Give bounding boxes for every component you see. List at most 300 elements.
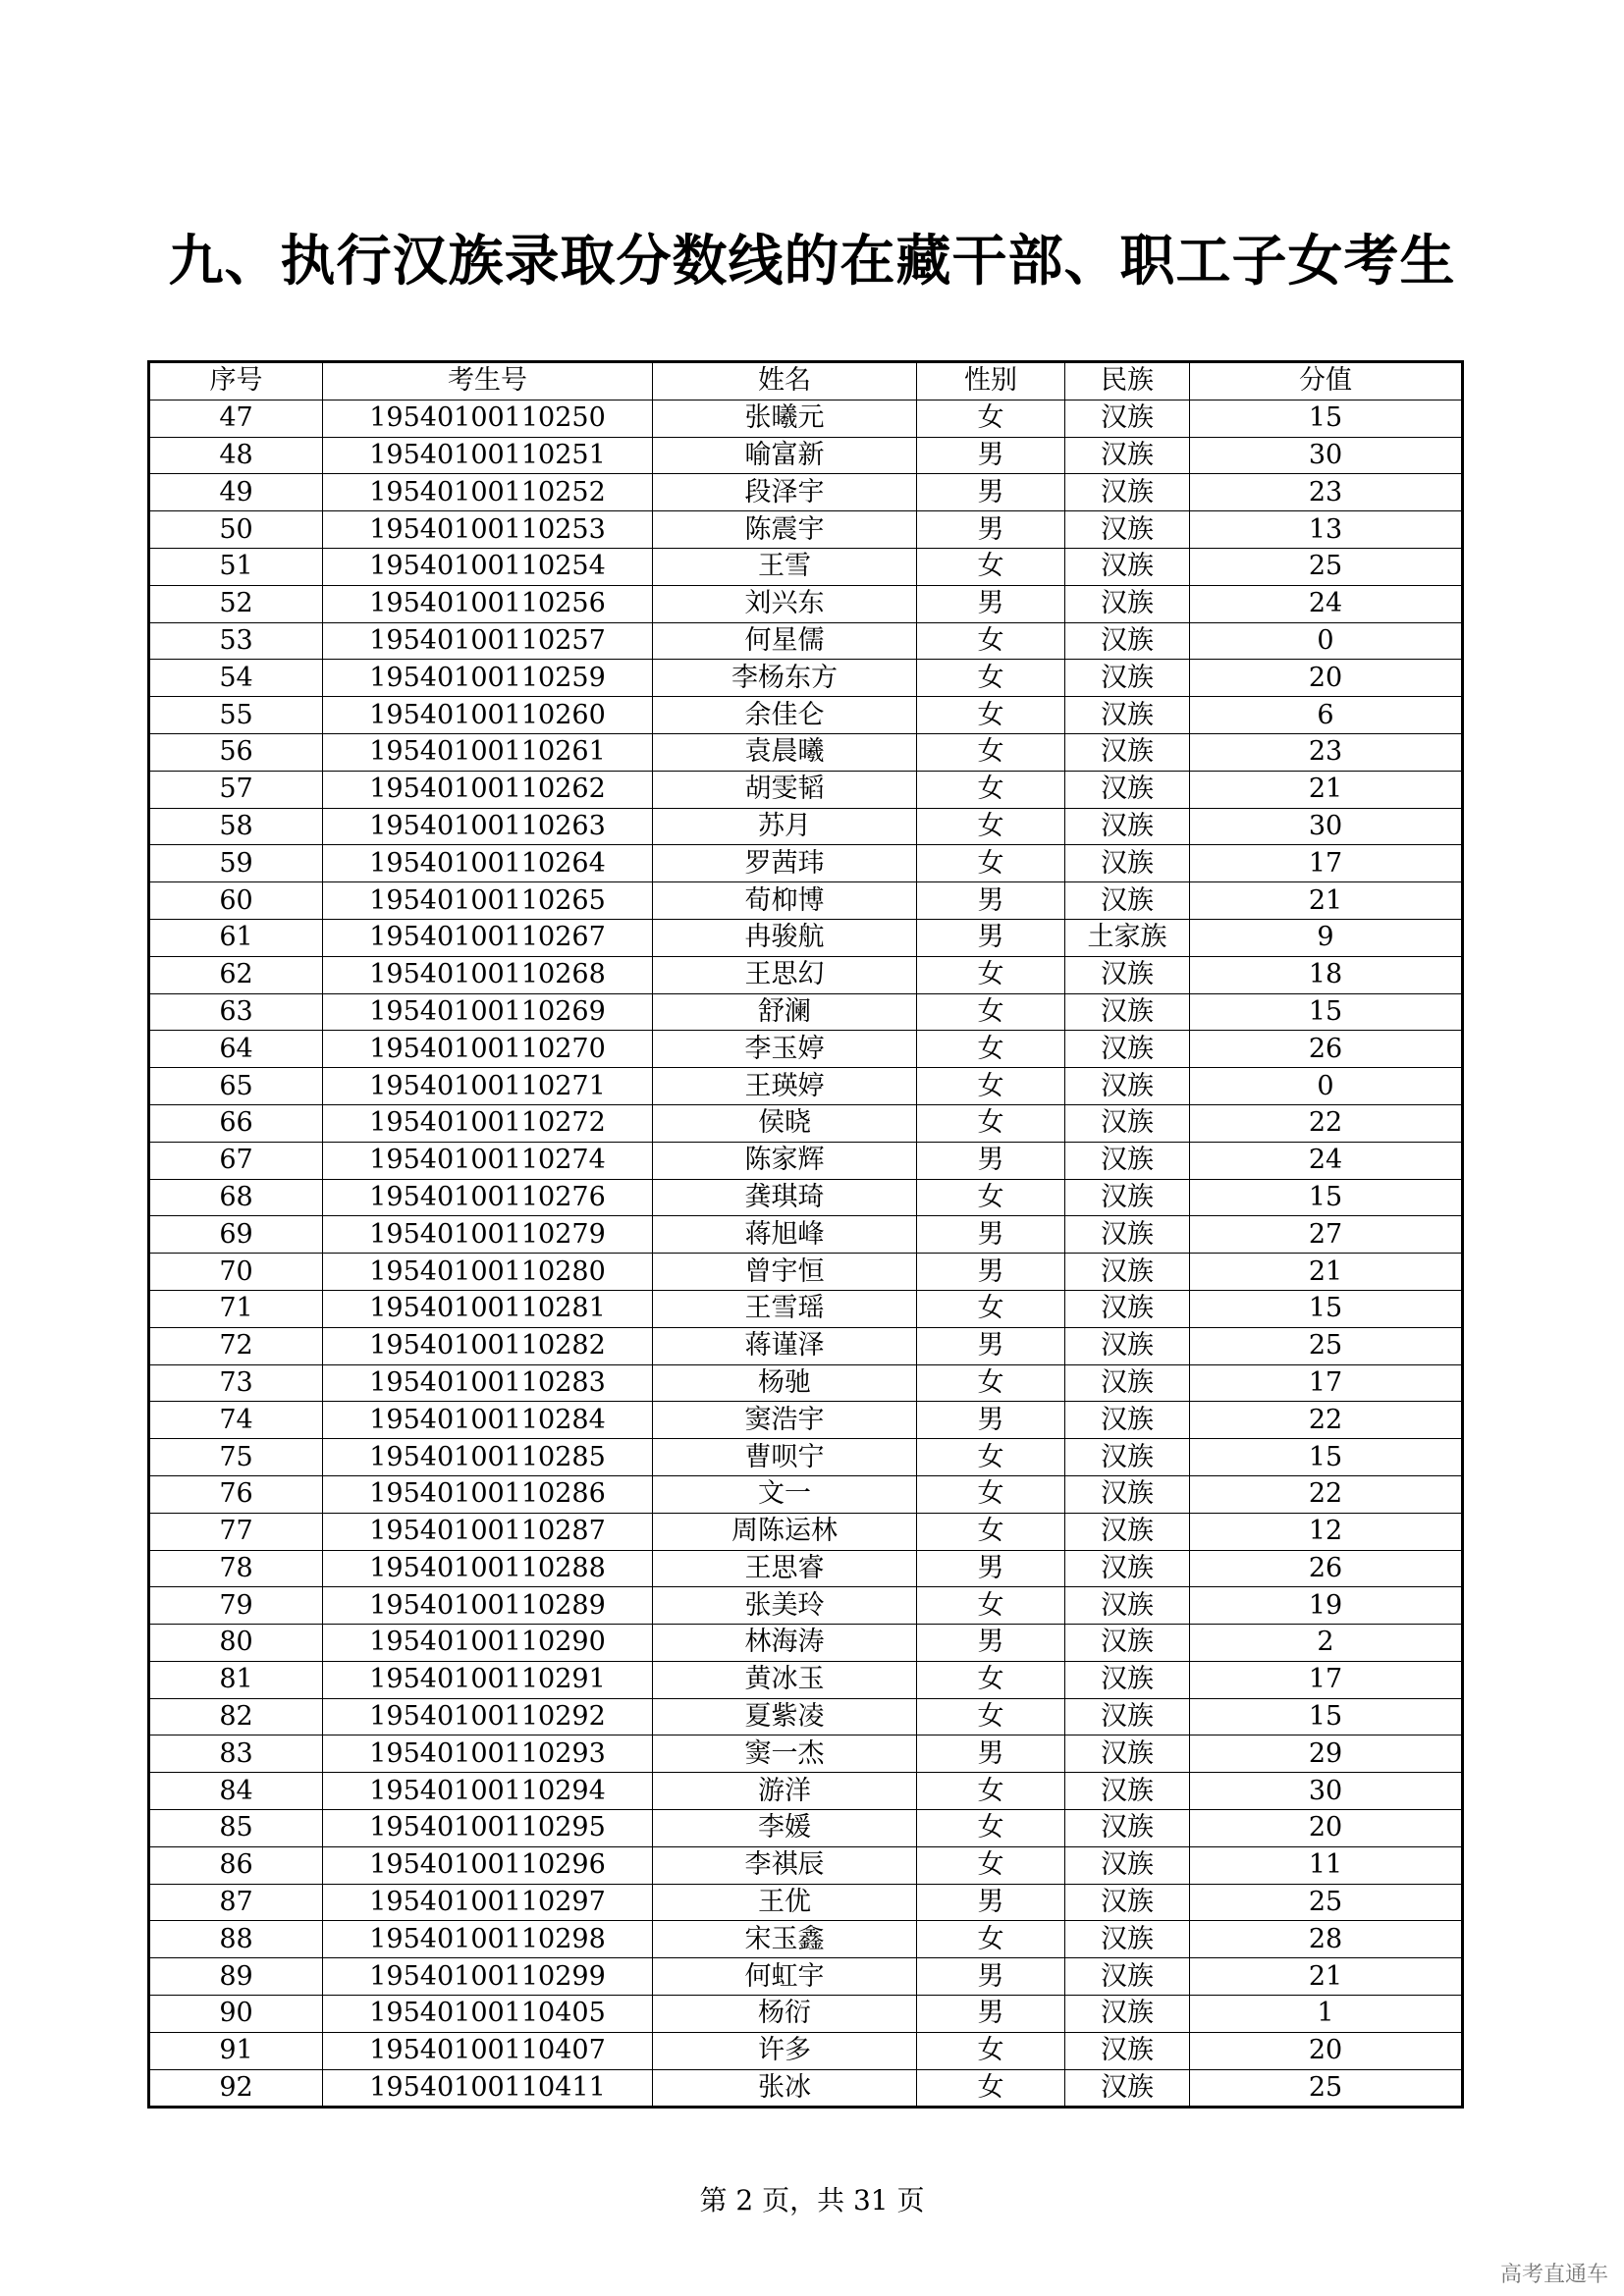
cell-name: 张美玲 [653, 1587, 917, 1625]
cell-ethnicity: 汉族 [1065, 956, 1190, 993]
cell-name: 窦浩宇 [653, 1402, 917, 1439]
cell-name: 林海涛 [653, 1625, 917, 1662]
cell-ethnicity: 汉族 [1065, 771, 1190, 808]
cell-name: 袁晨曦 [653, 733, 917, 771]
cell-seq: 70 [149, 1254, 323, 1291]
cell-name: 许多 [653, 2032, 917, 2069]
cell-seq: 69 [149, 1216, 323, 1254]
cell-exam-id: 19540100110284 [323, 1402, 653, 1439]
cell-exam-id: 19540100110283 [323, 1364, 653, 1402]
cell-gender: 男 [917, 1254, 1065, 1291]
cell-gender: 女 [917, 1068, 1065, 1105]
cell-exam-id: 19540100110267 [323, 919, 653, 956]
cell-exam-id: 19540100110286 [323, 1475, 653, 1513]
cell-exam-id: 19540100110254 [323, 548, 653, 585]
cell-name: 李祺辰 [653, 1846, 917, 1884]
cell-gender: 男 [917, 1958, 1065, 1996]
cell-name: 杨驰 [653, 1364, 917, 1402]
cell-seq: 78 [149, 1550, 323, 1587]
cell-gender: 女 [917, 1104, 1065, 1142]
cell-score: 0 [1190, 622, 1463, 660]
page-title: 九、执行汉族录取分数线的在藏干部、职工子女考生 [168, 229, 1456, 294]
cell-seq: 53 [149, 622, 323, 660]
table-row [149, 548, 1463, 585]
cell-seq: 48 [149, 437, 323, 474]
cell-seq: 84 [149, 1773, 323, 1810]
cell-gender: 女 [917, 1810, 1065, 1847]
table-row [149, 1625, 1463, 1662]
cell-exam-id: 19540100110250 [323, 400, 653, 437]
cell-gender: 女 [917, 1846, 1065, 1884]
cell-ethnicity: 汉族 [1065, 1364, 1190, 1402]
cell-name: 冉骏航 [653, 919, 917, 956]
cell-gender: 男 [917, 474, 1065, 511]
cell-score: 25 [1190, 1884, 1463, 1921]
cell-gender: 女 [917, 1773, 1065, 1810]
table-row [149, 660, 1463, 697]
table-row [149, 1698, 1463, 1735]
cell-score: 17 [1190, 845, 1463, 882]
cell-ethnicity: 汉族 [1065, 1290, 1190, 1327]
cell-seq: 82 [149, 1698, 323, 1735]
cell-name: 段泽宇 [653, 474, 917, 511]
cell-score: 12 [1190, 1513, 1463, 1550]
cell-seq: 89 [149, 1958, 323, 1996]
cell-gender: 女 [917, 2032, 1065, 2069]
cell-gender: 女 [917, 808, 1065, 845]
cell-exam-id: 19540100110272 [323, 1104, 653, 1142]
cell-seq: 88 [149, 1921, 323, 1958]
cell-seq: 56 [149, 733, 323, 771]
cell-exam-id: 19540100110281 [323, 1290, 653, 1327]
cell-score: 1 [1190, 1996, 1463, 2033]
cell-exam-id: 19540100110299 [323, 1958, 653, 1996]
cell-score: 2 [1190, 1625, 1463, 1662]
cell-gender: 女 [917, 1661, 1065, 1698]
cell-gender: 女 [917, 1031, 1065, 1068]
cell-name: 夏紫凌 [653, 1698, 917, 1735]
cell-exam-id: 19540100110293 [323, 1735, 653, 1773]
cell-name: 胡雯韬 [653, 771, 917, 808]
table-row [149, 956, 1463, 993]
cell-score: 21 [1190, 771, 1463, 808]
cell-gender: 男 [917, 1884, 1065, 1921]
cell-ethnicity: 汉族 [1065, 1810, 1190, 1847]
cell-gender: 男 [917, 1402, 1065, 1439]
cell-gender: 女 [917, 771, 1065, 808]
table-row [149, 1364, 1463, 1402]
header-seq: 序号 [149, 362, 323, 400]
cell-exam-id: 19540100110260 [323, 697, 653, 734]
cell-exam-id: 19540100110297 [323, 1884, 653, 1921]
table-row [149, 2032, 1463, 2069]
watermark-logo: 高考直通车 [1499, 2263, 1608, 2287]
table-row [149, 1550, 1463, 1587]
cell-gender: 女 [917, 1921, 1065, 1958]
cell-ethnicity: 汉族 [1065, 993, 1190, 1031]
header-ethnicity: 民族 [1065, 362, 1190, 400]
cell-score: 0 [1190, 1068, 1463, 1105]
cell-gender: 女 [917, 697, 1065, 734]
cell-seq: 91 [149, 2032, 323, 2069]
cell-seq: 81 [149, 1661, 323, 1698]
cell-score: 21 [1190, 1958, 1463, 1996]
cell-score: 9 [1190, 919, 1463, 956]
cell-exam-id: 19540100110295 [323, 1810, 653, 1847]
cell-score: 19 [1190, 1587, 1463, 1625]
cell-seq: 85 [149, 1810, 323, 1847]
cell-exam-id: 19540100110298 [323, 1921, 653, 1958]
cell-name: 窦一杰 [653, 1735, 917, 1773]
cell-seq: 49 [149, 474, 323, 511]
table-row [149, 585, 1463, 622]
table-header-row [149, 362, 1463, 400]
cell-name: 蒋谨泽 [653, 1327, 917, 1364]
cell-exam-id: 19540100110288 [323, 1550, 653, 1587]
cell-seq: 87 [149, 1884, 323, 1921]
cell-name: 李杨东方 [653, 660, 917, 697]
cell-ethnicity: 汉族 [1065, 1254, 1190, 1291]
cell-seq: 60 [149, 882, 323, 920]
table-row [149, 1439, 1463, 1476]
cell-exam-id: 19540100110270 [323, 1031, 653, 1068]
cell-seq: 79 [149, 1587, 323, 1625]
cell-seq: 71 [149, 1290, 323, 1327]
cell-name: 王雪瑶 [653, 1290, 917, 1327]
cell-score: 25 [1190, 548, 1463, 585]
cell-name: 曹呗宁 [653, 1439, 917, 1476]
table-row [149, 771, 1463, 808]
cell-exam-id: 19540100110296 [323, 1846, 653, 1884]
cell-ethnicity: 汉族 [1065, 1773, 1190, 1810]
table-row [149, 1142, 1463, 1179]
cell-score: 17 [1190, 1661, 1463, 1698]
cell-ethnicity: 汉族 [1065, 660, 1190, 697]
header-exam-id: 考生号 [323, 362, 653, 400]
cell-score: 6 [1190, 697, 1463, 734]
cell-exam-id: 19540100110271 [323, 1068, 653, 1105]
cell-exam-id: 19540100110259 [323, 660, 653, 697]
cell-ethnicity: 汉族 [1065, 1179, 1190, 1216]
table-row [149, 1921, 1463, 1958]
cell-exam-id: 19540100110262 [323, 771, 653, 808]
cell-seq: 76 [149, 1475, 323, 1513]
cell-ethnicity: 汉族 [1065, 697, 1190, 734]
cell-ethnicity: 汉族 [1065, 1846, 1190, 1884]
cell-exam-id: 19540100110290 [323, 1625, 653, 1662]
cell-gender: 男 [917, 1142, 1065, 1179]
cell-exam-id: 19540100110261 [323, 733, 653, 771]
cell-name: 文一 [653, 1475, 917, 1513]
cell-seq: 65 [149, 1068, 323, 1105]
cell-seq: 51 [149, 548, 323, 585]
cell-score: 20 [1190, 1810, 1463, 1847]
cell-exam-id: 19540100110276 [323, 1179, 653, 1216]
cell-ethnicity: 汉族 [1065, 1104, 1190, 1142]
cell-score: 26 [1190, 1550, 1463, 1587]
cell-gender: 女 [917, 1290, 1065, 1327]
table-row [149, 437, 1463, 474]
table-row [149, 1216, 1463, 1254]
cell-name: 张冰 [653, 2069, 917, 2108]
page-footer: 第 2 页，共 31 页 [699, 2184, 925, 2216]
table-row [149, 2069, 1463, 2108]
table-row [149, 1513, 1463, 1550]
cell-exam-id: 19540100110264 [323, 845, 653, 882]
cell-score: 22 [1190, 1104, 1463, 1142]
cell-seq: 57 [149, 771, 323, 808]
cell-exam-id: 19540100110405 [323, 1996, 653, 2033]
cell-exam-id: 19540100110280 [323, 1254, 653, 1291]
cell-seq: 67 [149, 1142, 323, 1179]
cell-seq: 66 [149, 1104, 323, 1142]
cell-seq: 61 [149, 919, 323, 956]
table-row [149, 697, 1463, 734]
cell-name: 龚琪琦 [653, 1179, 917, 1216]
cell-ethnicity: 汉族 [1065, 548, 1190, 585]
cell-score: 28 [1190, 1921, 1463, 1958]
cell-gender: 女 [917, 1179, 1065, 1216]
cell-score: 24 [1190, 1142, 1463, 1179]
cell-score: 30 [1190, 437, 1463, 474]
cell-name: 蒋旭峰 [653, 1216, 917, 1254]
cell-score: 17 [1190, 1364, 1463, 1402]
cell-ethnicity: 汉族 [1065, 845, 1190, 882]
cell-gender: 男 [917, 1550, 1065, 1587]
cell-exam-id: 19540100110263 [323, 808, 653, 845]
cell-score: 15 [1190, 993, 1463, 1031]
cell-seq: 55 [149, 697, 323, 734]
cell-ethnicity: 汉族 [1065, 1327, 1190, 1364]
cell-gender: 女 [917, 1698, 1065, 1735]
table-row [149, 1587, 1463, 1625]
cell-gender: 女 [917, 993, 1065, 1031]
cell-gender: 女 [917, 622, 1065, 660]
cell-seq: 50 [149, 511, 323, 549]
cell-ethnicity: 汉族 [1065, 1996, 1190, 2033]
cell-gender: 女 [917, 733, 1065, 771]
cell-ethnicity: 汉族 [1065, 1625, 1190, 1662]
table-row [149, 882, 1463, 920]
cell-ethnicity: 汉族 [1065, 1550, 1190, 1587]
cell-gender: 女 [917, 956, 1065, 993]
table-row [149, 919, 1463, 956]
cell-name: 舒澜 [653, 993, 917, 1031]
table-row [149, 1254, 1463, 1291]
cell-ethnicity: 汉族 [1065, 1921, 1190, 1958]
table-row [149, 845, 1463, 882]
table-row [149, 808, 1463, 845]
table-row [149, 511, 1463, 549]
cell-name: 何虹宇 [653, 1958, 917, 1996]
header-name: 姓名 [653, 362, 917, 400]
cell-ethnicity: 汉族 [1065, 585, 1190, 622]
cell-seq: 83 [149, 1735, 323, 1773]
cell-exam-id: 19540100110285 [323, 1439, 653, 1476]
cell-ethnicity: 汉族 [1065, 1142, 1190, 1179]
cell-score: 25 [1190, 2069, 1463, 2108]
cell-name: 曾宇恒 [653, 1254, 917, 1291]
cell-name: 李媛 [653, 1810, 917, 1847]
cell-ethnicity: 汉族 [1065, 733, 1190, 771]
cell-score: 21 [1190, 1254, 1463, 1291]
cell-ethnicity: 汉族 [1065, 1439, 1190, 1476]
cell-exam-id: 19540100110252 [323, 474, 653, 511]
cell-gender: 女 [917, 1364, 1065, 1402]
cell-ethnicity: 汉族 [1065, 1031, 1190, 1068]
cell-score: 23 [1190, 474, 1463, 511]
cell-gender: 女 [917, 845, 1065, 882]
cell-score: 24 [1190, 585, 1463, 622]
table-row [149, 1031, 1463, 1068]
cell-score: 26 [1190, 1031, 1463, 1068]
table-row [149, 1179, 1463, 1216]
table-row [149, 1735, 1463, 1773]
cell-seq: 72 [149, 1327, 323, 1364]
cell-gender: 男 [917, 882, 1065, 920]
cell-score: 15 [1190, 1290, 1463, 1327]
table-row [149, 1475, 1463, 1513]
cell-ethnicity: 汉族 [1065, 1475, 1190, 1513]
cell-score: 30 [1190, 1773, 1463, 1810]
cell-score: 15 [1190, 1439, 1463, 1476]
cell-score: 20 [1190, 660, 1463, 697]
cell-score: 15 [1190, 1698, 1463, 1735]
cell-name: 余佳仑 [653, 697, 917, 734]
cell-name: 李玉婷 [653, 1031, 917, 1068]
cell-name: 罗茜玮 [653, 845, 917, 882]
table-row [149, 1661, 1463, 1698]
cell-exam-id: 19540100110253 [323, 511, 653, 549]
cell-name: 宋玉鑫 [653, 1921, 917, 1958]
cell-ethnicity: 汉族 [1065, 1958, 1190, 1996]
cell-gender: 男 [917, 1327, 1065, 1364]
cell-ethnicity: 汉族 [1065, 882, 1190, 920]
table-row [149, 733, 1463, 771]
cell-score: 29 [1190, 1735, 1463, 1773]
table-row [149, 1402, 1463, 1439]
cell-score: 25 [1190, 1327, 1463, 1364]
cell-gender: 女 [917, 2069, 1065, 2108]
cell-exam-id: 19540100110279 [323, 1216, 653, 1254]
cell-exam-id: 19540100110256 [323, 585, 653, 622]
cell-seq: 64 [149, 1031, 323, 1068]
cell-gender: 女 [917, 660, 1065, 697]
cell-seq: 63 [149, 993, 323, 1031]
cell-name: 王雪 [653, 548, 917, 585]
cell-ethnicity: 汉族 [1065, 1884, 1190, 1921]
cell-gender: 女 [917, 1513, 1065, 1550]
cell-exam-id: 19540100110287 [323, 1513, 653, 1550]
cell-exam-id: 19540100110268 [323, 956, 653, 993]
cell-name: 陈家辉 [653, 1142, 917, 1179]
table-row [149, 622, 1463, 660]
cell-name: 陈震宇 [653, 511, 917, 549]
header-score: 分值 [1190, 362, 1463, 400]
cell-exam-id: 19540100110274 [323, 1142, 653, 1179]
cell-exam-id: 19540100110411 [323, 2069, 653, 2108]
cell-ethnicity: 汉族 [1065, 1661, 1190, 1698]
cell-name: 张曦元 [653, 400, 917, 437]
cell-gender: 男 [917, 585, 1065, 622]
cell-ethnicity: 土家族 [1065, 919, 1190, 956]
table-row [149, 1290, 1463, 1327]
cell-ethnicity: 汉族 [1065, 437, 1190, 474]
cell-score: 21 [1190, 882, 1463, 920]
cell-name: 何星儒 [653, 622, 917, 660]
cell-gender: 男 [917, 511, 1065, 549]
cell-exam-id: 19540100110294 [323, 1773, 653, 1810]
cell-ethnicity: 汉族 [1065, 2032, 1190, 2069]
cell-exam-id: 19540100110269 [323, 993, 653, 1031]
cell-ethnicity: 汉族 [1065, 1068, 1190, 1105]
cell-seq: 68 [149, 1179, 323, 1216]
table-row [149, 1068, 1463, 1105]
cell-gender: 女 [917, 1587, 1065, 1625]
cell-ethnicity: 汉族 [1065, 1402, 1190, 1439]
cell-seq: 54 [149, 660, 323, 697]
cell-seq: 52 [149, 585, 323, 622]
cell-gender: 男 [917, 437, 1065, 474]
cell-gender: 女 [917, 548, 1065, 585]
cell-gender: 男 [917, 1625, 1065, 1662]
cell-gender: 男 [917, 1216, 1065, 1254]
table-row [149, 1327, 1463, 1364]
cell-exam-id: 19540100110257 [323, 622, 653, 660]
cell-score: 22 [1190, 1402, 1463, 1439]
cell-ethnicity: 汉族 [1065, 808, 1190, 845]
cell-seq: 86 [149, 1846, 323, 1884]
cell-score: 13 [1190, 511, 1463, 549]
cell-exam-id: 19540100110291 [323, 1661, 653, 1698]
cell-name: 荀枊博 [653, 882, 917, 920]
cell-ethnicity: 汉族 [1065, 1216, 1190, 1254]
cell-exam-id: 19540100110251 [323, 437, 653, 474]
cell-score: 18 [1190, 956, 1463, 993]
cell-score: 15 [1190, 400, 1463, 437]
table-row [149, 1773, 1463, 1810]
table-row [149, 1958, 1463, 1996]
cell-gender: 女 [917, 400, 1065, 437]
cell-name: 杨衍 [653, 1996, 917, 2033]
cell-exam-id: 19540100110407 [323, 2032, 653, 2069]
cell-gender: 男 [917, 1735, 1065, 1773]
cell-exam-id: 19540100110289 [323, 1587, 653, 1625]
cell-seq: 80 [149, 1625, 323, 1662]
cell-ethnicity: 汉族 [1065, 622, 1190, 660]
cell-ethnicity: 汉族 [1065, 1587, 1190, 1625]
cell-ethnicity: 汉族 [1065, 474, 1190, 511]
cell-name: 苏月 [653, 808, 917, 845]
cell-gender: 女 [917, 1439, 1065, 1476]
cell-seq: 58 [149, 808, 323, 845]
cell-name: 黄冰玉 [653, 1661, 917, 1698]
cell-gender: 女 [917, 1475, 1065, 1513]
cell-ethnicity: 汉族 [1065, 1513, 1190, 1550]
cell-seq: 75 [149, 1439, 323, 1476]
cell-score: 20 [1190, 2032, 1463, 2069]
cell-score: 23 [1190, 733, 1463, 771]
cell-name: 王思幻 [653, 956, 917, 993]
cell-seq: 92 [149, 2069, 323, 2108]
table-row [149, 1810, 1463, 1847]
table-row [149, 1996, 1463, 2033]
cell-seq: 77 [149, 1513, 323, 1550]
cell-name: 刘兴东 [653, 585, 917, 622]
cell-seq: 62 [149, 956, 323, 993]
cell-ethnicity: 汉族 [1065, 400, 1190, 437]
table-row [149, 474, 1463, 511]
